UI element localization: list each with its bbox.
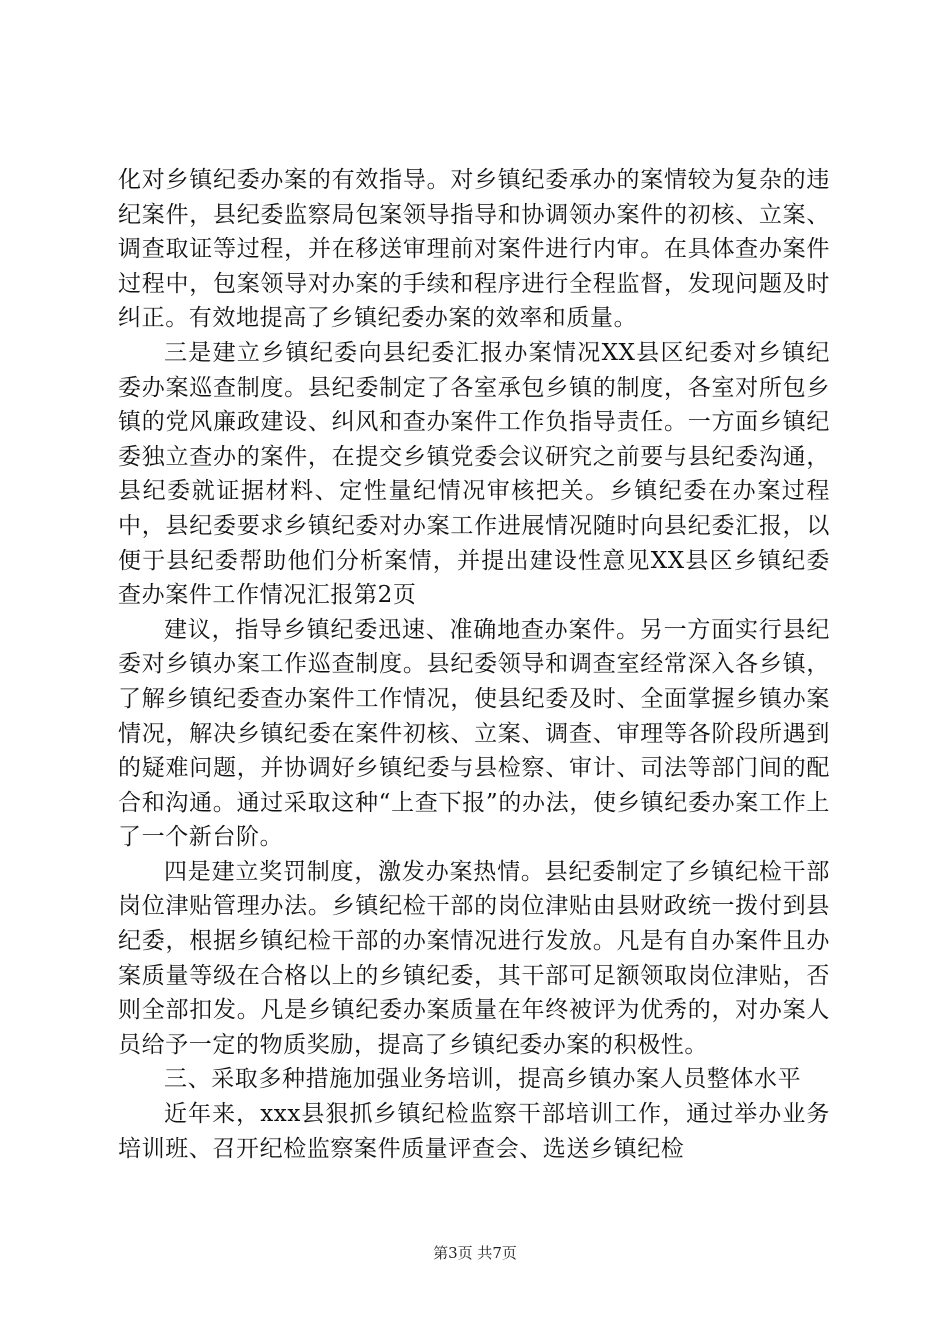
paragraph-1: 化对乡镇纪委办案的有效指导。对乡镇纪委承办的案情较为复杂的违纪案件，县纪委监察局包案领导指导和协调领办案件的初核、立案、调查取证等过程，并在移送审理前对案件进行内审。在具体查办案件过程中，包案领导对办案的手续和程序进行全程监督，发现问题及时纠正。有效地提高了乡镇纪委办案的效率和质量。 xyxy=(118,167,830,332)
paragraph-4: 四是建立奖罚制度，激发办案热情。县纪委制定了乡镇纪检干部岗位津贴管理办法。乡镇纪检干部的岗位津贴由县财政统一拨付到县纪委，根据乡镇纪检干部的办案情况进行发放。凡是有自办案件且办案质量等级在合格以上的乡镇纪委，其干部可足额领取岗位津贴，否则全部扣发。凡是乡镇纪委办案质量在年终被评为优秀的，对办案人员给予一定的物质奖励，提高了乡镇纪委办案的积极性。 xyxy=(118,858,830,1058)
paragraph-5: 近年来，xxx县狠抓乡镇纪检监察干部培训工作，通过举办业务培训班、召开纪检监察案件质量评查会、选送乡镇纪检 xyxy=(118,1101,830,1162)
paragraph-3: 建议，指导乡镇纪委迅速、准确地查办案件。另一方面实行县纪委对乡镇办案工作巡查制度。县纪委领导和调查室经常深入各乡镇，了解乡镇纪委查办案件工作情况，使县纪委及时、全面掌握乡镇办案情况，解决乡镇纪委在案件初核、立案、调查、审理等各阶段所遇到的疑难问题，并协调好乡镇纪委与县检察、审计、司法等部门间的配合和沟通。通过采取这种“上查下报”的办法，使乡镇纪委办案工作上了一个新台阶。 xyxy=(118,616,830,851)
document-body xyxy=(118,163,830,1166)
page-footer: 第3页 共7页 xyxy=(433,1244,517,1262)
section-heading: 三、采取多种措施加强业务培训，提高乡镇办案人员整体水平 xyxy=(164,1066,802,1093)
paragraph-2: 三是建立乡镇纪委向县纪委汇报办案情况XX县区纪委对乡镇纪委办案巡查制度。县纪委制定了各室承包乡镇的制度，各室对所包乡镇的党风廉政建设、纠风和查办案件工作负指导责任。一方面乡镇纪委独立查办的案件，在提交乡镇党委会议研究之前要与县纪委沟通，县纪委就证据材料、定性量纪情况审核把关。乡镇纪委在办案过程中，县纪委要求乡镇纪委对办案工作进展情况随时向县纪委汇报，以便于县纪委帮助他们分析案情，并提出建设性意见XX县区乡镇纪委查办案件工作情况汇报第2页 xyxy=(118,339,830,609)
